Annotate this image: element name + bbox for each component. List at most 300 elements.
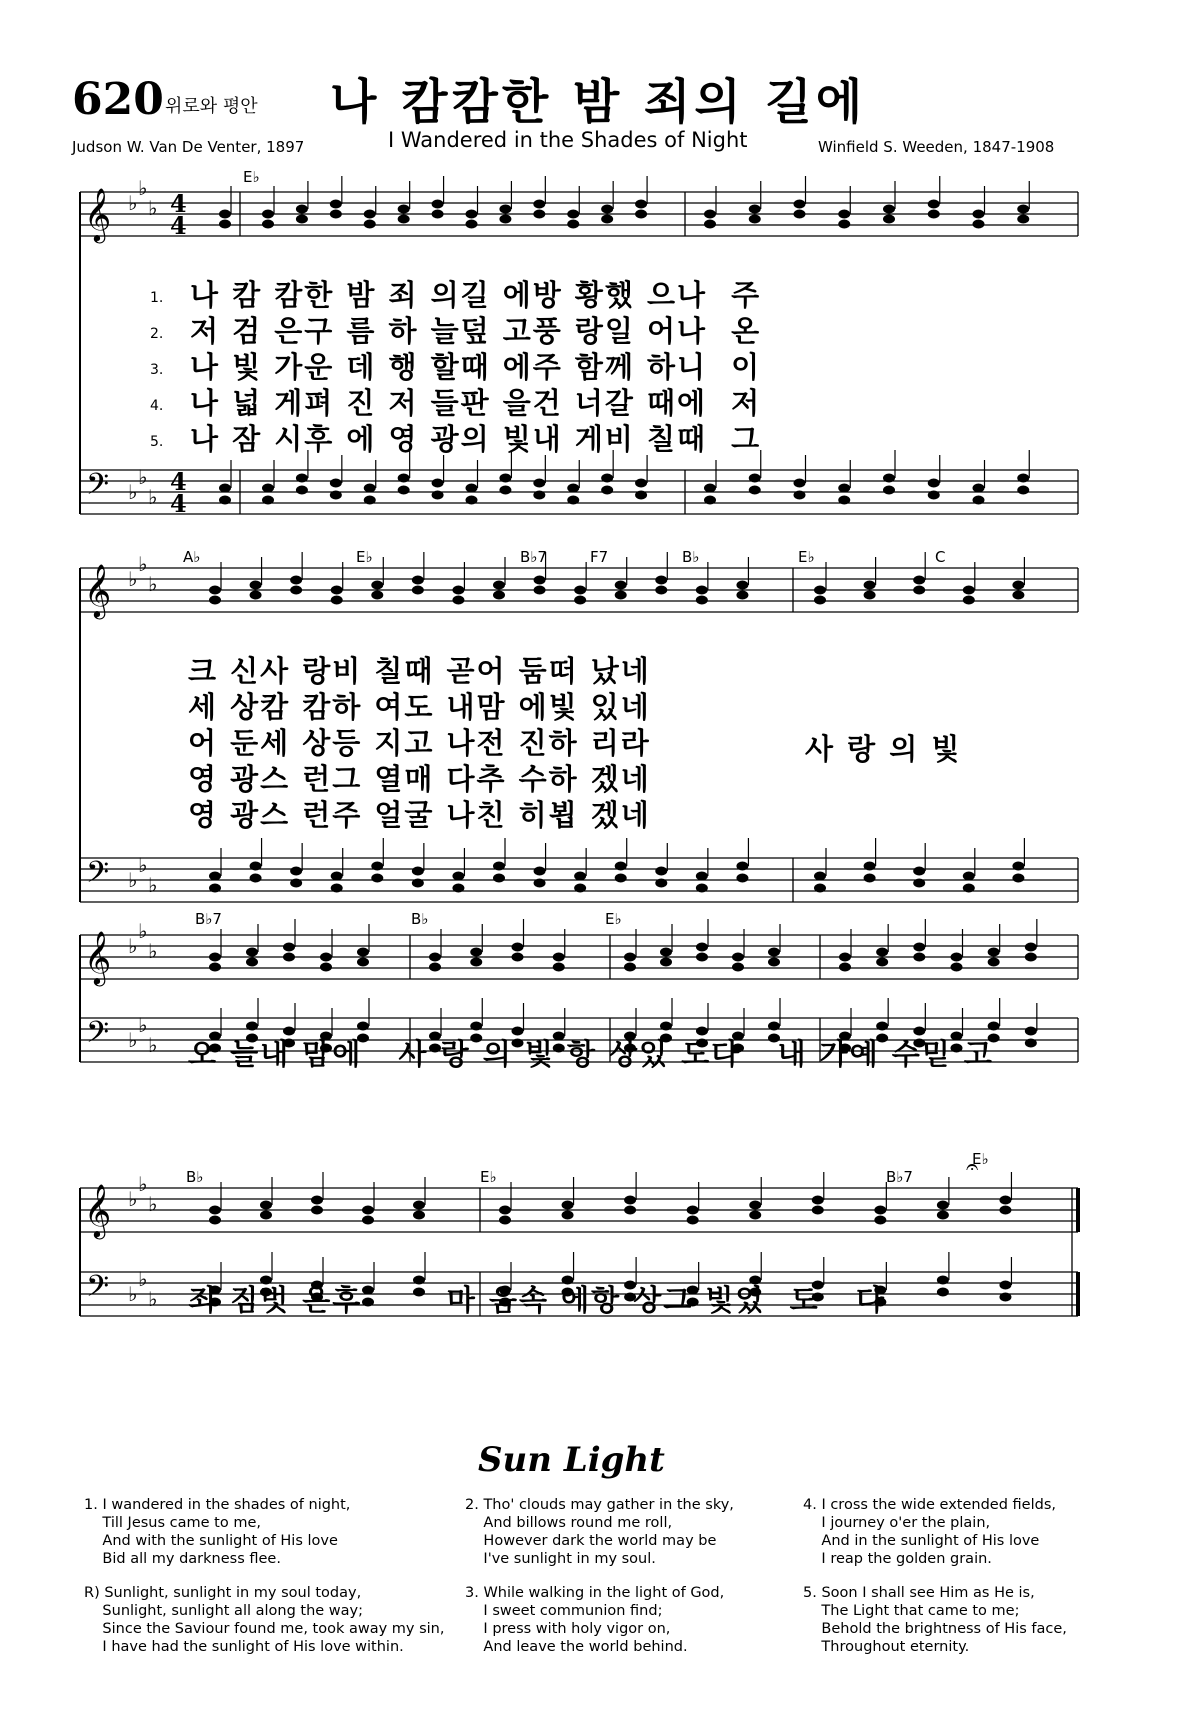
note-head (973, 496, 985, 505)
chord-symbol: C (935, 548, 946, 566)
note-head (262, 484, 274, 493)
note-head (398, 486, 410, 495)
note-head (331, 596, 343, 605)
note-head (296, 215, 308, 224)
note-head (209, 1206, 221, 1215)
flat-icon: ♭ (148, 1192, 158, 1216)
note-head (466, 220, 478, 229)
note-head (999, 1196, 1011, 1205)
note-head (794, 491, 806, 500)
note-head (250, 591, 262, 600)
note-head (913, 586, 925, 595)
note-head (331, 872, 343, 881)
bass-clef-icon: 𝄢 (86, 1270, 110, 1311)
note-head (533, 491, 545, 500)
flat-icon: ♭ (148, 572, 158, 596)
note-head (883, 474, 895, 483)
note-head (290, 867, 302, 876)
note-head (246, 958, 258, 967)
stanza-line: However dark the world may be (465, 1533, 717, 1549)
english-title: I Wandered in the Shades of Night (388, 128, 748, 152)
note-head (749, 1201, 761, 1210)
composer-credit: Winfield S. Weeden, 1847-1908 (818, 138, 1055, 156)
stanza-line: Sunlight, sunlight all along the way; (84, 1603, 364, 1619)
note-head (838, 210, 850, 219)
note-head (937, 1211, 949, 1220)
note-head (432, 479, 444, 488)
time-signature: 4 (170, 467, 187, 496)
note-head (219, 496, 231, 505)
note-head (768, 1022, 780, 1031)
refrain-lyrics-line2: 죄 짐벗 은후 마 음속 에항 상그 빛있 도 다 (188, 1283, 886, 1317)
verse-number: 3. (150, 362, 164, 378)
chord-symbol: A♭ (183, 548, 201, 566)
chord-symbol: E♭ (605, 910, 622, 928)
note-head (999, 1206, 1011, 1215)
note-head (660, 948, 672, 957)
english-stanza-5 (803, 1584, 1067, 1656)
note-head (687, 1216, 699, 1225)
note-head (499, 486, 511, 495)
note-head (499, 1216, 511, 1225)
verse-lyrics-line2: 어 둔세 상등 지고 나전 진하 리라 (188, 726, 651, 760)
chord-symbol: B♭7 (195, 910, 222, 928)
note-head (838, 496, 850, 505)
time-signature: 4 (170, 489, 187, 518)
note-head (362, 1206, 374, 1215)
note-head (876, 958, 888, 967)
note-head (362, 1216, 374, 1225)
note-head (562, 1211, 574, 1220)
note-head (1025, 1027, 1037, 1036)
note-head (988, 958, 1000, 967)
note-head (988, 948, 1000, 957)
note-head (864, 862, 876, 871)
stanza-line: And leave the world behind. (465, 1639, 688, 1655)
note-head (357, 948, 369, 957)
note-head (512, 943, 524, 952)
flat-icon: ♭ (138, 1267, 148, 1291)
note-head (296, 205, 308, 214)
note-head (246, 1022, 258, 1031)
note-head (470, 948, 482, 957)
note-head (660, 958, 672, 967)
stanza-line: 3. While walking in the light of God, (465, 1585, 725, 1601)
note-head (413, 1201, 425, 1210)
note-head (814, 596, 826, 605)
note-head (209, 872, 221, 881)
note-head (812, 1206, 824, 1215)
note-head (876, 948, 888, 957)
note-head (499, 474, 511, 483)
verse-lyrics-line2: 크 신사 랑비 칠때 곧어 둠떠 났네 (188, 654, 651, 688)
chord-symbol: E♭ (356, 548, 373, 566)
note-head (250, 874, 262, 883)
note-head (928, 210, 940, 219)
flat-icon: ♭ (138, 176, 148, 200)
english-stanza-2 (465, 1496, 734, 1568)
note-head (874, 1216, 886, 1225)
stanza-line: I reap the golden grain. (803, 1551, 992, 1567)
note-head (452, 884, 464, 893)
stanza-line: The Light that came to me; (803, 1603, 1020, 1619)
note-head (696, 872, 708, 881)
note-head (624, 963, 636, 972)
refrain-start-lyrics: 사 랑 의 빛 (805, 732, 962, 766)
note-head (635, 491, 647, 500)
note-head (732, 963, 744, 972)
note-head (290, 586, 302, 595)
note-head (311, 1196, 323, 1205)
note-head (696, 943, 708, 952)
english-stanza-1 (84, 1496, 350, 1568)
note-head (1017, 486, 1029, 495)
lyricist-credit: Judson W. Van De Venter, 1897 (72, 138, 305, 156)
stanza-line: I've sunlight in my soul. (465, 1551, 656, 1567)
note-head (736, 862, 748, 871)
stanza-line: I journey o'er the plain, (803, 1515, 991, 1531)
note-head (635, 479, 647, 488)
note-head (615, 591, 627, 600)
note-head (398, 215, 410, 224)
stanza-line: Bid all my darkness flee. (84, 1551, 281, 1567)
note-head (655, 867, 667, 876)
stanza-line: Behold the brightness of His face, (803, 1621, 1067, 1637)
note-head (635, 200, 647, 209)
note-head (1017, 205, 1029, 214)
note-head (794, 210, 806, 219)
note-head (209, 953, 221, 962)
note-head (412, 586, 424, 595)
note-head (567, 210, 579, 219)
verse-number: 1. (150, 290, 164, 306)
note-head (768, 948, 780, 957)
note-head (398, 474, 410, 483)
note-head (864, 591, 876, 600)
flat-icon: ♭ (138, 1172, 148, 1196)
note-head (988, 1022, 1000, 1031)
note-head (1017, 215, 1029, 224)
note-head (499, 215, 511, 224)
note-head (864, 874, 876, 883)
note-head (624, 953, 636, 962)
note-head (812, 1196, 824, 1205)
note-head (839, 953, 851, 962)
note-head (219, 210, 231, 219)
flat-icon: ♭ (148, 196, 158, 220)
stanza-line: R) Sunlight, sunlight in my soul today, (84, 1585, 362, 1601)
note-head (262, 210, 274, 219)
english-refrain (84, 1584, 444, 1656)
note-head (470, 958, 482, 967)
note-head (432, 210, 444, 219)
note-head (732, 953, 744, 962)
note-head (562, 1201, 574, 1210)
note-head (574, 884, 586, 893)
note-head (296, 486, 308, 495)
note-head (839, 963, 851, 972)
note-head (534, 867, 546, 876)
note-head (1025, 1039, 1037, 1048)
note-head (814, 884, 826, 893)
english-stanza-3 (465, 1584, 724, 1656)
stanza-line: Throughout eternity. (803, 1639, 970, 1655)
verse-lyrics-line2: 영 광스 런주 얼굴 나친 히뵙 겠네 (188, 798, 651, 832)
note-head (973, 210, 985, 219)
note-head (768, 958, 780, 967)
note-head (290, 576, 302, 585)
note-head (533, 210, 545, 219)
note-head (357, 1022, 369, 1031)
stanza-line: And in the sunlight of His love (803, 1533, 1040, 1549)
note-head (1025, 953, 1037, 962)
note-head (371, 874, 383, 883)
verse-lyrics: 저 검 은구 름 하 늘덮 고풍 랑일 어나 온 (190, 314, 762, 348)
note-head (749, 215, 761, 224)
note-head (655, 879, 667, 888)
note-head (736, 591, 748, 600)
note-head (209, 963, 221, 972)
note-head (364, 220, 376, 229)
note-head (937, 1288, 949, 1297)
bass-clef-icon: 𝄢 (86, 856, 110, 897)
note-head (704, 210, 716, 219)
note-head (246, 948, 258, 957)
note-head (749, 205, 761, 214)
note-head (219, 220, 231, 229)
note-head (412, 879, 424, 888)
note-head (567, 484, 579, 493)
stanza-line: I press with holy vigor on, (465, 1621, 671, 1637)
note-head (296, 474, 308, 483)
note-head (452, 872, 464, 881)
note-head (493, 591, 505, 600)
note-head (704, 220, 716, 229)
note-head (412, 867, 424, 876)
stanza-line: And billows round me roll, (465, 1515, 673, 1531)
flat-icon: ♭ (148, 1033, 158, 1057)
note-head (260, 1211, 272, 1220)
note-head (413, 1211, 425, 1220)
note-head (883, 205, 895, 214)
note-head (553, 953, 565, 962)
note-head (963, 872, 975, 881)
note-head (553, 963, 565, 972)
chord-symbol: B♭ (682, 548, 700, 566)
note-head (687, 1206, 699, 1215)
note-head (534, 576, 546, 585)
note-head (493, 862, 505, 871)
note-head (493, 581, 505, 590)
note-head (466, 496, 478, 505)
stanza-line: I sweet communion find; (465, 1603, 663, 1619)
note-head (749, 486, 761, 495)
note-head (283, 1027, 295, 1036)
stanza-line: 2. Tho' clouds may gather in the sky, (465, 1497, 734, 1513)
note-head (928, 200, 940, 209)
stanza-line: And with the sunlight of His love (84, 1533, 338, 1549)
note-head (615, 862, 627, 871)
note-head (913, 1027, 925, 1036)
chord-symbol: E♭ (972, 1150, 989, 1168)
note-head (601, 215, 613, 224)
note-head (973, 484, 985, 493)
note-head (864, 581, 876, 590)
note-head (736, 581, 748, 590)
note-head (432, 491, 444, 500)
note-head (794, 479, 806, 488)
note-head (364, 210, 376, 219)
note-head (963, 586, 975, 595)
note-head (928, 479, 940, 488)
note-head (913, 953, 925, 962)
refrain-lyrics-line1: 오 늘내 맘에 사 랑 의 빛 항 상있 도다 내 가예 수믿 고 (188, 1037, 994, 1071)
note-head (574, 596, 586, 605)
note-head (601, 205, 613, 214)
note-head (601, 486, 613, 495)
verse-number: 5. (150, 434, 164, 450)
note-head (567, 220, 579, 229)
chord-symbol: E♭ (798, 548, 815, 566)
note-head (250, 862, 262, 871)
chord-symbol: B♭ (186, 1168, 204, 1186)
note-head (1012, 581, 1024, 590)
flat-icon: ♭ (128, 191, 138, 215)
stanza-line: I have had the sunlight of His love within. (84, 1639, 404, 1655)
note-head (534, 879, 546, 888)
flat-icon: ♭ (128, 1282, 138, 1306)
verse-lyrics: 나 잠 시후 에 영 광의 빛내 게비 칠때 그 (190, 422, 762, 456)
note-head (655, 576, 667, 585)
note-head (874, 1206, 886, 1215)
note-head (452, 596, 464, 605)
flat-icon: ♭ (138, 465, 148, 489)
note-head (320, 953, 332, 962)
note-head (615, 874, 627, 883)
verse-lyrics-line2: 영 광스 런그 열매 다추 수하 겠네 (188, 762, 651, 796)
note-head (794, 200, 806, 209)
stanza-line: 5. Soon I shall see Him as He is, (803, 1585, 1035, 1601)
note-head (601, 474, 613, 483)
note-head (574, 872, 586, 881)
chord-symbol: F7 (590, 548, 609, 566)
flat-icon: ♭ (128, 567, 138, 591)
note-head (913, 576, 925, 585)
note-head (262, 496, 274, 505)
treble-clef-icon: 𝄞 (84, 563, 112, 617)
verse-lyrics: 나 넓 게펴 진 저 들판 을건 너갈 때에 저 (190, 386, 762, 420)
flat-icon: ♭ (148, 873, 158, 897)
note-head (533, 479, 545, 488)
treble-clef-icon: 𝄞 (84, 187, 112, 241)
note-head (660, 1022, 672, 1031)
note-head (534, 586, 546, 595)
note-head (262, 220, 274, 229)
note-head (331, 586, 343, 595)
note-head (512, 953, 524, 962)
stanza-line: Since the Saviour found me, took away my sin, (84, 1621, 445, 1637)
note-head (937, 1276, 949, 1285)
note-head (913, 879, 925, 888)
note-head (331, 884, 343, 893)
note-head (429, 953, 441, 962)
note-head (330, 479, 342, 488)
bass-clef-icon: 𝄢 (86, 468, 110, 509)
note-head (883, 215, 895, 224)
flat-icon: ♭ (128, 1187, 138, 1211)
note-head (928, 491, 940, 500)
hymn-number: 620 (72, 74, 164, 125)
bass-clef-icon: 𝄢 (86, 1016, 110, 1057)
flat-icon: ♭ (128, 934, 138, 958)
note-head (736, 874, 748, 883)
flat-icon: ♭ (138, 552, 148, 576)
note-head (999, 1293, 1011, 1302)
flat-icon: ♭ (128, 868, 138, 892)
flat-icon: ♭ (138, 919, 148, 943)
note-head (696, 953, 708, 962)
note-head (219, 484, 231, 493)
note-head (283, 943, 295, 952)
note-head (814, 872, 826, 881)
note-head (973, 220, 985, 229)
note-head (493, 874, 505, 883)
note-head (704, 496, 716, 505)
time-signature: 4 (170, 211, 187, 240)
note-head (320, 963, 332, 972)
note-head (951, 953, 963, 962)
stanza-line: 1. I wandered in the shades of night, (84, 1497, 351, 1513)
note-head (704, 484, 716, 493)
note-head (838, 220, 850, 229)
note-head (364, 484, 376, 493)
note-head (290, 879, 302, 888)
note-head (963, 884, 975, 893)
note-head (512, 1027, 524, 1036)
note-head (999, 1281, 1011, 1290)
note-head (913, 943, 925, 952)
note-head (209, 586, 221, 595)
chord-symbol: B♭7 (886, 1168, 913, 1186)
fermata-icon: 𝄐 (966, 1155, 979, 1180)
note-head (429, 963, 441, 972)
note-head (398, 205, 410, 214)
note-head (533, 200, 545, 209)
treble-clef-icon: 𝄞 (84, 1183, 112, 1237)
note-head (635, 210, 647, 219)
note-head (1012, 874, 1024, 883)
note-head (963, 596, 975, 605)
flat-icon: ♭ (138, 853, 148, 877)
note-head (574, 586, 586, 595)
time-signature: 4 (170, 189, 187, 218)
korean-title: 나 캄캄한 밤 죄의 길에 (330, 74, 867, 130)
note-head (499, 1206, 511, 1215)
note-head (364, 496, 376, 505)
note-head (1012, 591, 1024, 600)
note-head (696, 1027, 708, 1036)
note-head (209, 884, 221, 893)
note-head (311, 1206, 323, 1215)
note-head (655, 586, 667, 595)
note-head (412, 576, 424, 585)
flat-icon: ♭ (138, 1013, 148, 1037)
note-head (951, 963, 963, 972)
note-head (371, 591, 383, 600)
note-head (452, 586, 464, 595)
note-head (624, 1196, 636, 1205)
note-head (838, 484, 850, 493)
